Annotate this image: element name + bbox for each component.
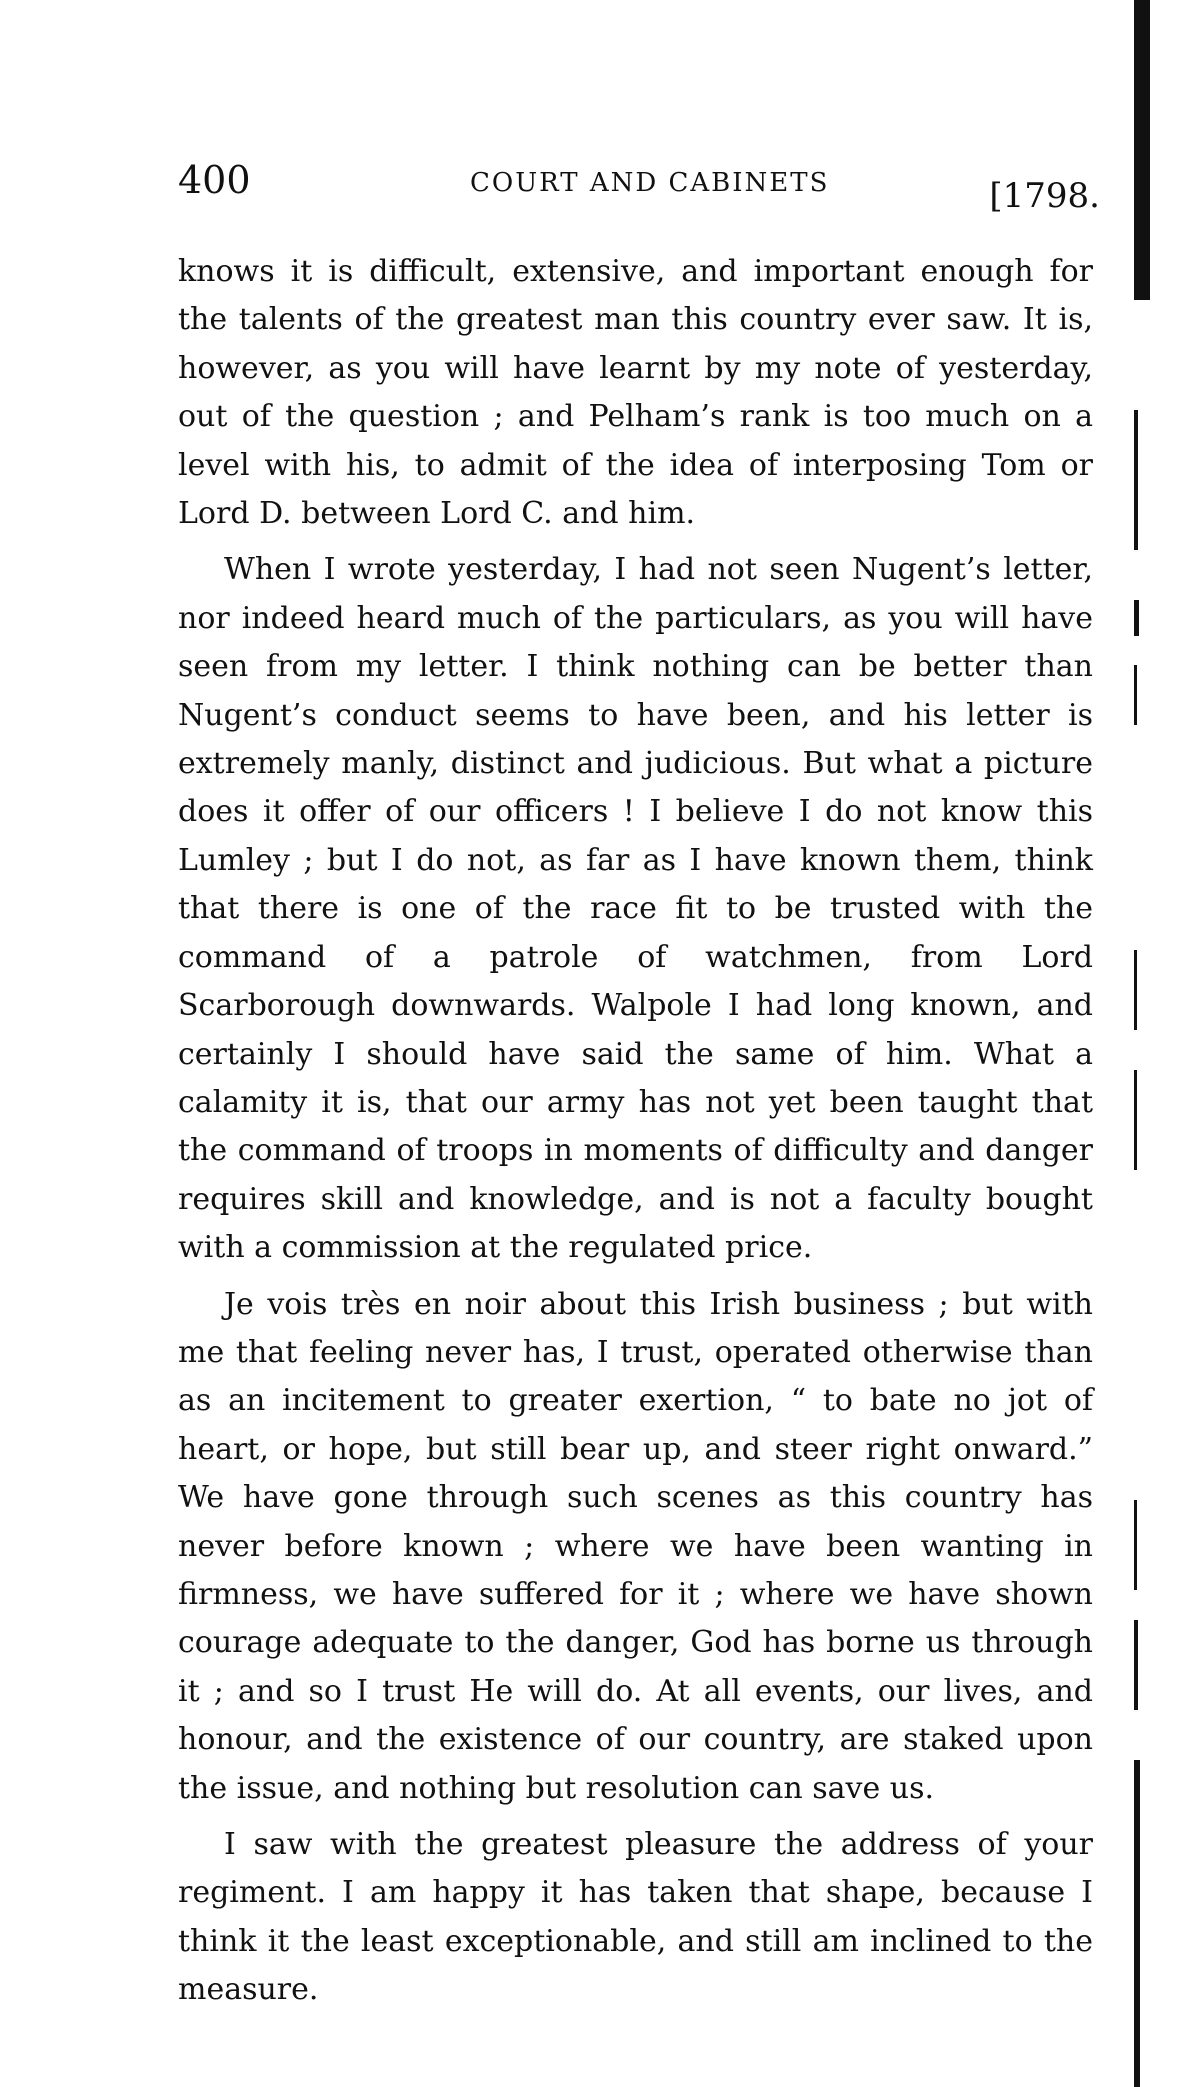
paragraph: Je vois très en noir about this Irish business ; but with me that feeling never has, I trust, operated otherwise than as an incitement to greater exertion, “ to bate no jot of heart, or hope, but still bear up, and steer right onward.” We have gone through such scenes as this country has never before known ; where we have been wanting in firmness, we have suffered for it ; where we have shown courage adequate to the danger, God has borne us through it ; and so I trust He will do. At all events, our lives, and honour, and the existence of our country, are staked upon the issue, and nothing but resolution can save us. xyxy=(178,1286,1093,1806)
binding-line xyxy=(1134,665,1137,725)
facing-page-edge xyxy=(1130,0,1197,2087)
binding-line xyxy=(1134,1070,1137,1170)
binding-shadow-top xyxy=(1134,0,1150,300)
binding-line xyxy=(1134,950,1137,1030)
binding-line xyxy=(1134,410,1138,550)
paragraph: knows it is difficult, extensive, and important enough for the talents of the greatest man this country ever saw. It is, however, as you will have learnt by my note of yesterday, out of the question ; and Pelham’s rank is too much on a level with his, to admit of the idea of interposing Tom or Lord D. between Lord C. and him. xyxy=(178,254,1093,532)
page-number: 400 xyxy=(178,158,251,202)
body-text xyxy=(178,248,1093,2015)
running-title: COURT AND CABINETS xyxy=(470,168,830,198)
paragraph: When I wrote yesterday, I had not seen Nugent’s letter, nor indeed heard much of the particulars, as you will have seen from my letter. I think nothing can be better than Nugent’s conduct seems to have been, and his letter is extremely manly, distinct and judicious. But what a picture does it offer of our officers ! I believe I do not know this Lumley ; but I do not, as far as I have known them, think that there is one of the race fit to be trusted with the command of a patrole of watchmen, from Lord Scarborough downwards. Walpole I had long known, and certainly I should have said the same of him. What a calamity it is, that our army has not yet been taught that the command of troops in moments of difficulty and danger requires skill and knowledge, and is not a faculty bought with a commission at the regulated price. xyxy=(178,552,1093,1266)
header-year: [1798. xyxy=(989,176,1100,216)
binding-line xyxy=(1134,1620,1138,1710)
paragraph: I saw with the greatest pleasure the address of your regiment. I am happy it has taken that shape, because I think it the least exceptionable, and still am inclined to the measure. xyxy=(178,1827,1093,2008)
binding-line xyxy=(1134,1500,1137,1590)
running-header xyxy=(178,158,1098,218)
binding-line xyxy=(1134,600,1139,636)
binding-shadow-bottom xyxy=(1134,1760,1140,2087)
